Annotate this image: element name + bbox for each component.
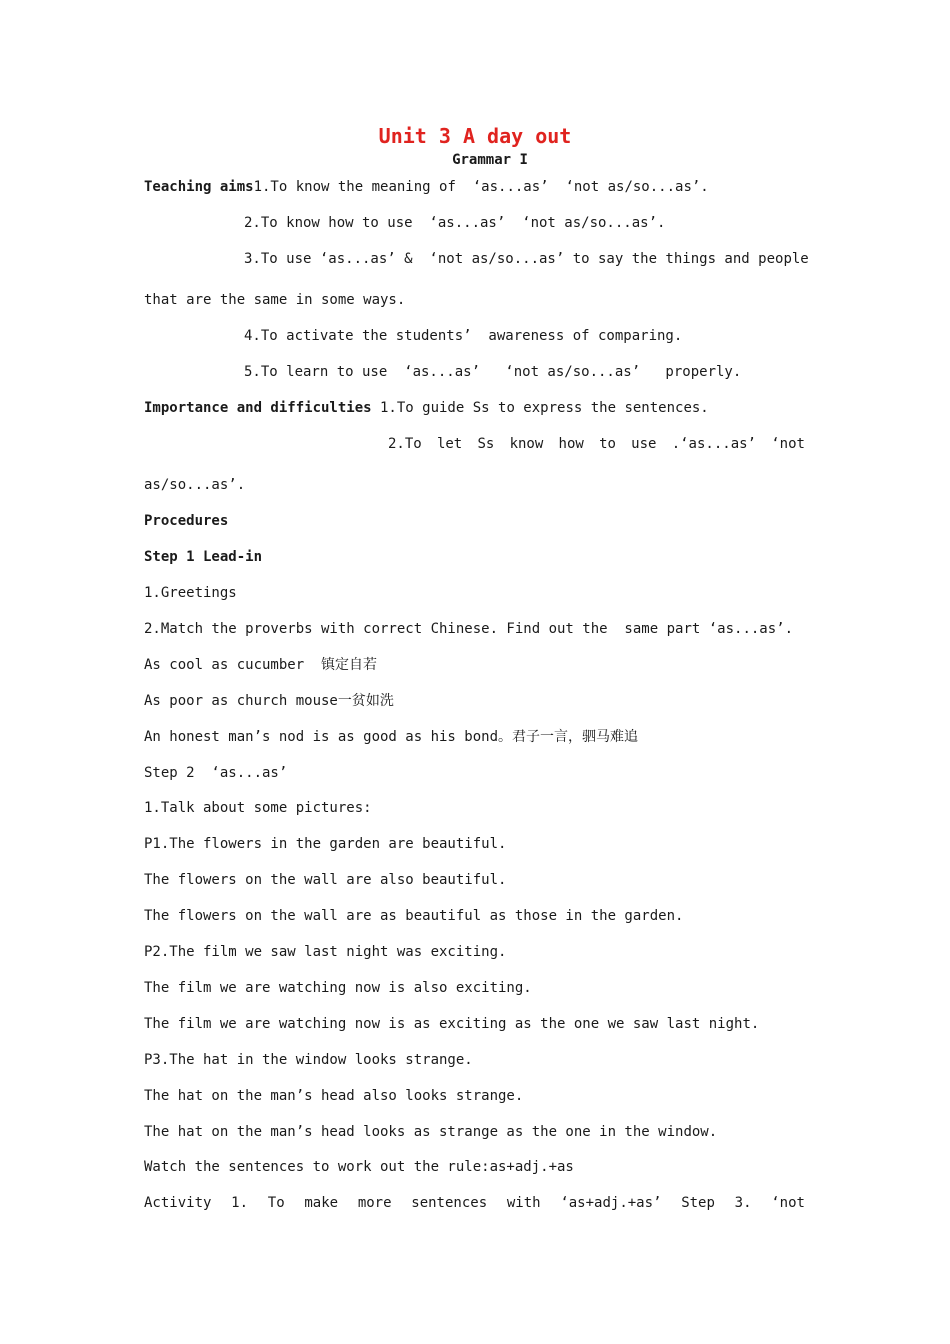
body-line: The film we are watching now is also exciting.	[144, 980, 532, 996]
word: make	[304, 1195, 339, 1211]
document-subtitle: Grammar I	[452, 152, 528, 168]
word: let	[436, 436, 463, 452]
word: sentences	[411, 1195, 488, 1211]
body-line: Step 2 ‘as...as’	[144, 765, 288, 781]
word: more	[357, 1195, 392, 1211]
word: Step	[681, 1195, 715, 1211]
word: how	[558, 436, 584, 452]
word: ‘not	[771, 436, 805, 452]
importance-row	[144, 399, 709, 417]
word: with	[506, 1195, 541, 1211]
aim-1: 1.To know the meaning of ‘as...as’ ‘not as/so...as’.	[253, 179, 709, 195]
step1-heading: Step 1 Lead-in	[144, 549, 263, 565]
word: Ss	[477, 436, 495, 452]
teaching-aims-label: Teaching aims	[144, 179, 254, 195]
word: know	[509, 436, 544, 452]
word: to	[599, 436, 616, 452]
word: Activity	[144, 1195, 212, 1211]
body-line: As cool as cucumber 镇定自若	[144, 657, 378, 673]
aim-5: 5.To learn to use ‘as...as’ ‘not as/so...as’ properly.	[244, 364, 742, 380]
document-title: Unit 3 A day out	[378, 124, 572, 148]
importance-2-cont: as/so...as’.	[144, 477, 246, 493]
word: ‘not	[771, 1195, 805, 1211]
word: 1.	[231, 1195, 249, 1211]
aim-3-cont: that are the same in some ways.	[144, 292, 406, 308]
body-line: 2.Match the proverbs with correct Chinese. Find out the same part ‘as...as’.	[144, 621, 794, 637]
body-line: 1.Greetings	[144, 585, 237, 601]
aim-3: 3.To use ‘as...as’ & ‘not as/so...as’ to say the things and people	[244, 251, 809, 267]
importance-2	[388, 435, 805, 453]
word: .‘as...as’	[671, 436, 756, 452]
body-line: 1.Talk about some pictures:	[144, 800, 372, 816]
aim-2: 2.To know how to use ‘as...as’ ‘not as/so...as’.	[244, 215, 666, 231]
body-line: The hat on the man’s head also looks strange.	[144, 1088, 524, 1104]
aim-4: 4.To activate the students’ awareness of comparing.	[244, 328, 683, 344]
body-line: The film we are watching now is as exciting as the one we saw last night.	[144, 1016, 760, 1032]
body-line: The flowers on the wall are also beautiful.	[144, 872, 507, 888]
body-line: The hat on the man’s head looks as strange as the one in the window.	[144, 1124, 718, 1140]
activity-line	[144, 1194, 805, 1212]
word: 3.	[734, 1195, 752, 1211]
body-line: P1.The flowers in the garden are beautiful.	[144, 836, 507, 852]
body-line: The flowers on the wall are as beautiful as those in the garden.	[144, 908, 684, 924]
word: To	[267, 1195, 285, 1211]
word: use	[631, 436, 657, 452]
word: 2.To	[388, 436, 422, 452]
body-line: P2.The film we saw last night was exciting.	[144, 944, 507, 960]
body-line: Watch the sentences to work out the rule:as+adj.+as	[144, 1159, 574, 1175]
importance-1: 1.To guide Ss to express the sentences.	[371, 400, 709, 416]
word: ‘as+adj.+as’	[560, 1195, 662, 1211]
teaching-aims-row	[144, 178, 709, 196]
body-line: As poor as church mouse一贫如洗	[144, 693, 394, 709]
procedures-heading: Procedures	[144, 513, 229, 529]
body-line: An honest man’s nod is as good as his bond。君子一言，驷马难追	[144, 729, 639, 745]
body-line: P3.The hat in the window looks strange.	[144, 1052, 473, 1068]
importance-label: Importance and difficulties	[144, 400, 372, 416]
